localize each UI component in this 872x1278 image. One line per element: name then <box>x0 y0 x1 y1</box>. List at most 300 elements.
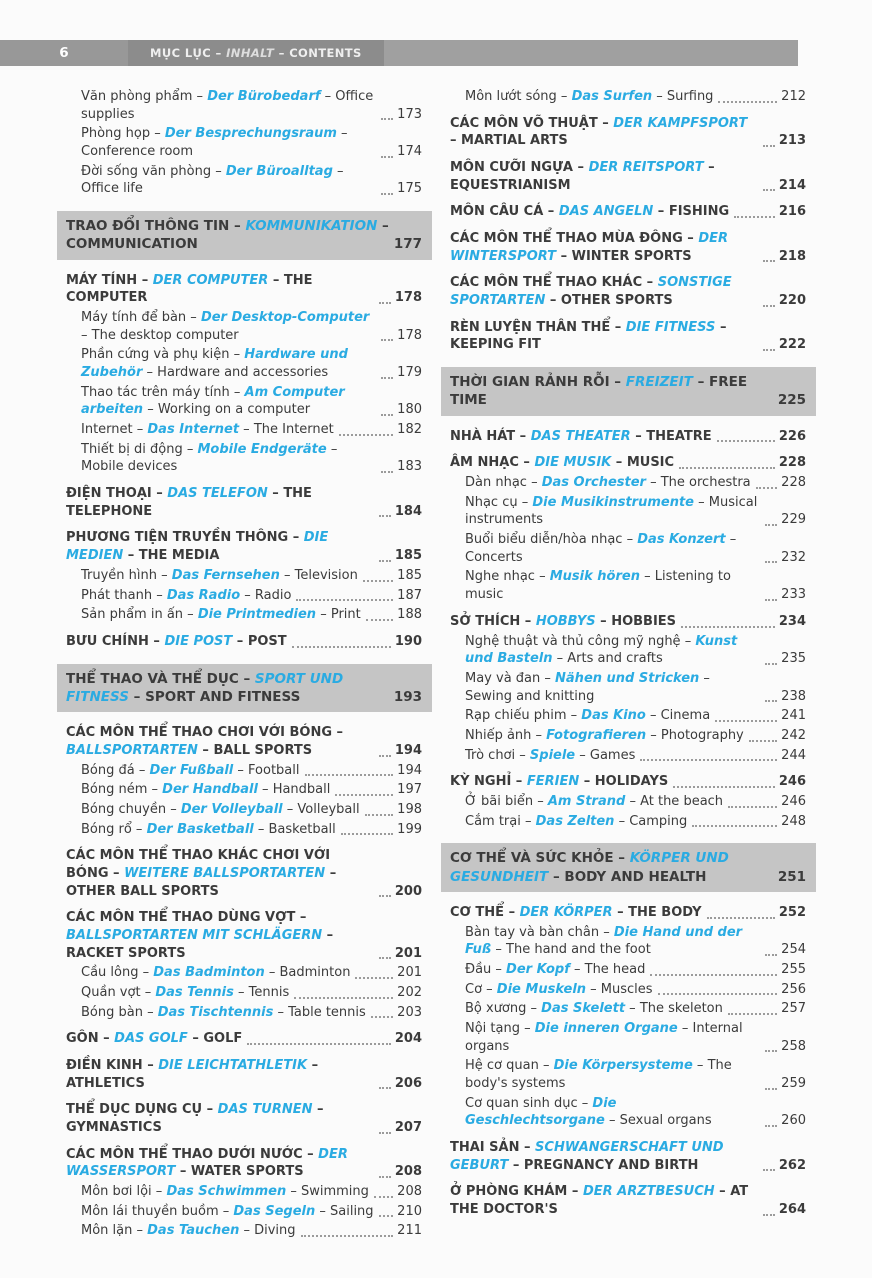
entry-vietnamese: CÁC MÔN THỂ THAO KHÁC CHƠI VỚI BÓNG <box>66 848 331 881</box>
entry-separator: – <box>131 821 147 837</box>
entry-separator: – <box>157 567 172 583</box>
entry-separator: – <box>595 613 612 629</box>
entry-text <box>450 159 758 194</box>
entry-vietnamese: Nội tạng <box>465 1020 520 1036</box>
entry-text <box>81 801 360 819</box>
toc-entry <box>450 230 806 265</box>
entry-separator: – <box>482 981 497 997</box>
entry-vietnamese: GÔN <box>66 1031 99 1047</box>
dotted-leader <box>658 993 778 995</box>
entry-separator: – <box>677 1020 693 1036</box>
entry-separator: – <box>642 275 658 291</box>
entry-text <box>81 587 291 605</box>
dotted-leader <box>681 626 775 628</box>
entry-english: Print <box>330 607 361 623</box>
entry-german: WEITERE BALLSPORTARTEN <box>124 865 326 881</box>
title-vi: MỤC LỤC <box>150 46 212 60</box>
entry-text <box>465 494 760 529</box>
entry-english: Mobile devices <box>81 459 178 475</box>
toc-entry <box>66 125 422 160</box>
entry-vietnamese: Phòng họp <box>81 126 151 142</box>
entry-separator: – <box>186 310 201 326</box>
entry-english: GYMNASTICS <box>66 1120 162 1135</box>
dotted-leader <box>381 118 393 120</box>
entry-separator: – <box>307 1057 319 1073</box>
toc-entry <box>450 1057 806 1092</box>
entry-english: The desktop computer <box>91 327 239 343</box>
entry-vietnamese: Dàn nhạc <box>465 475 527 491</box>
entry-english: SPORT AND FITNESS <box>145 688 301 705</box>
entry-vietnamese: RÈN LUYỆN THÂN THỂ <box>450 319 611 335</box>
toc-entry <box>66 421 422 439</box>
dotted-leader <box>381 339 393 341</box>
dotted-leader <box>763 260 775 262</box>
dotted-leader <box>381 156 393 158</box>
entry-text <box>81 309 376 344</box>
entry-text <box>450 319 758 354</box>
entry-english: GOLF <box>203 1031 243 1047</box>
entry-text <box>450 428 712 446</box>
dotted-leader <box>707 917 775 919</box>
entry-separator: – <box>639 569 655 585</box>
entry-page-number: 180 <box>397 402 422 418</box>
dotted-leader <box>305 774 394 776</box>
entry-text <box>66 1146 374 1181</box>
entry-vietnamese: Môn lặn <box>81 1223 133 1239</box>
entry-english: Musical instruments <box>465 494 758 528</box>
entry-german: Die Geschlechtsorgane <box>465 1095 617 1129</box>
entry-english: COMMUNICATION <box>66 236 198 253</box>
title-separator: – <box>274 46 290 60</box>
entry-vietnamese: CÁC MÔN THỂ THAO KHÁC <box>450 275 643 291</box>
entry-german: SPORT UND FITNESS <box>66 670 344 705</box>
dotted-leader <box>365 814 394 816</box>
toc-section-header <box>441 843 816 892</box>
toc-entry <box>450 670 806 705</box>
entry-english: Swimming <box>300 1184 369 1200</box>
entry-separator: – <box>143 402 158 418</box>
entry-vietnamese: Phần cứng và phụ kiện <box>81 347 230 363</box>
entry-german: Das Tischtennis <box>157 1004 274 1020</box>
entry-text <box>450 1183 758 1218</box>
entry-german: DAS THEATER <box>530 428 631 444</box>
entry-separator: – <box>556 89 572 104</box>
entry-text <box>450 1139 758 1174</box>
entry-page-number: 210 <box>397 1203 422 1219</box>
entry-german: BALLSPORTARTEN <box>66 742 198 758</box>
entry-text <box>66 272 374 307</box>
entry-text <box>465 813 687 831</box>
entry-separator: – <box>229 384 245 400</box>
entry-german: DER KÖRPER <box>519 904 613 920</box>
entry-text <box>81 1183 369 1201</box>
entry-separator: – <box>520 613 536 629</box>
toc-entry <box>450 568 806 603</box>
dotted-leader <box>765 1125 777 1127</box>
page-title <box>128 40 384 66</box>
entry-separator: – <box>645 708 661 724</box>
entry-english: OTHER SPORTS <box>560 293 673 309</box>
entry-english: Handball <box>272 782 331 798</box>
entry-separator: – <box>575 747 590 763</box>
entry-german: DER ARZTBESUCH <box>582 1184 715 1200</box>
entry-page-number: 212 <box>781 89 806 104</box>
entry-page-number: 194 <box>394 742 422 758</box>
entry-separator: – <box>295 910 307 926</box>
entry-separator: – <box>508 1157 524 1173</box>
entry-german: Musik hören <box>549 569 640 585</box>
toc-entry <box>66 587 422 605</box>
entry-text <box>465 670 760 705</box>
entry-separator: – <box>577 1095 593 1111</box>
entry-vietnamese: Bóng đá <box>81 762 135 778</box>
toc-entry <box>66 163 422 198</box>
entry-text <box>465 568 760 603</box>
toc-entry <box>66 964 422 982</box>
entry-german: Das Badminton <box>153 965 265 981</box>
entry-english: Working on a computer <box>157 402 311 418</box>
entry-separator: – <box>715 319 727 335</box>
toc-entry <box>450 1020 806 1055</box>
entry-vietnamese: Nhiếp ảnh <box>465 727 532 743</box>
entry-german: Der Bürobedarf <box>207 89 321 104</box>
entry-separator: – <box>134 762 150 778</box>
entry-german: Die inneren Organe <box>534 1020 678 1036</box>
entry-english: The skeleton <box>639 1001 723 1017</box>
entry-separator: – <box>511 774 527 790</box>
entry-text <box>66 1101 374 1136</box>
entry-vietnamese: Cơ <box>465 981 483 997</box>
entry-english: POST <box>247 633 287 649</box>
page-number: 6 <box>0 40 128 66</box>
entry-separator: – <box>148 633 165 649</box>
entry-page-number: 201 <box>394 945 422 961</box>
toc-entry <box>66 272 422 307</box>
entry-text <box>465 633 760 668</box>
entry-german: Die Hand und der Fuß <box>465 924 743 958</box>
entry-separator: – <box>128 688 146 705</box>
dotted-leader <box>335 794 393 796</box>
entry-page-number: 248 <box>781 813 806 829</box>
entry-page-number: 225 <box>777 392 806 409</box>
entry-text <box>465 727 744 745</box>
entry-german: Das Schwimmen <box>166 1184 287 1200</box>
entry-german: Kunst und Basteln <box>465 633 738 667</box>
entry-separator: – <box>332 163 344 179</box>
entry-vietnamese: THỂ DỤC DỤNG CỤ <box>66 1102 203 1118</box>
entry-german: Das Skelett <box>541 1001 626 1017</box>
toc-entry <box>66 1203 422 1221</box>
entry-text <box>81 384 376 419</box>
entry-page-number: 252 <box>778 904 806 920</box>
entry-german: Die Musikinstrumente <box>532 494 694 510</box>
entry-separator: – <box>377 218 389 235</box>
toc-entry <box>66 909 422 962</box>
dotted-leader <box>765 561 777 563</box>
entry-german: DAS TELEFON <box>167 486 268 502</box>
entry-german: Das Kino <box>581 708 646 724</box>
entry-english: THE BODY <box>628 904 702 920</box>
entry-german: DER WASSERSPORT <box>66 1146 348 1180</box>
entry-separator: – <box>534 569 550 585</box>
dotted-leader <box>381 193 393 195</box>
entry-german: DER KAMPFSPORT <box>613 115 748 131</box>
entry-english: Sailing <box>330 1203 374 1219</box>
entry-text <box>450 115 758 150</box>
entry-separator: – <box>515 747 530 763</box>
entry-page-number: 185 <box>397 567 422 583</box>
entry-page-number: 232 <box>781 549 806 565</box>
entry-separator: – <box>652 89 667 104</box>
entry-vietnamese: Bóng ném <box>81 782 148 798</box>
entry-text <box>66 1057 374 1092</box>
entry-german: Der Basketball <box>146 821 254 837</box>
entry-separator: – <box>566 708 582 724</box>
entry-page-number: 233 <box>781 587 806 603</box>
entry-german: Die Körpersysteme <box>553 1058 693 1074</box>
dotted-leader <box>379 302 391 304</box>
toc-entry <box>66 567 422 585</box>
entry-separator: – <box>152 587 167 603</box>
dotted-leader <box>765 663 777 665</box>
entry-separator: – <box>286 1184 301 1200</box>
entry-separator: – <box>325 865 337 881</box>
entry-separator: – <box>533 793 548 809</box>
entry-german: DIE POST <box>164 633 233 649</box>
dotted-leader <box>296 599 393 601</box>
entry-page-number: 200 <box>394 883 422 899</box>
entry-text <box>66 1030 242 1048</box>
entry-text <box>465 88 713 106</box>
entry-page-number: 188 <box>397 607 422 623</box>
toc-entry <box>66 801 422 819</box>
entry-separator: – <box>579 774 595 790</box>
toc-entry <box>66 847 422 900</box>
entry-separator: – <box>597 115 614 131</box>
dotted-leader <box>381 471 393 473</box>
entry-separator: – <box>312 1102 324 1118</box>
dotted-leader <box>763 145 775 147</box>
entry-separator: – <box>140 984 156 1000</box>
entry-separator: – <box>288 530 304 546</box>
entry-page-number: 242 <box>781 727 806 743</box>
entry-page-number: 258 <box>781 1038 806 1054</box>
entry-separator: – <box>610 319 626 335</box>
entry-page-number: 220 <box>778 293 806 309</box>
entry-english: FREE TIME <box>450 374 748 409</box>
entry-page-number: 264 <box>778 1202 806 1218</box>
entry-separator: – <box>257 782 273 798</box>
entry-vietnamese: Đời sống văn phòng <box>81 163 212 179</box>
entry-vietnamese: Hệ cơ quan <box>465 1058 539 1074</box>
entry-separator: – <box>693 494 709 510</box>
dotted-leader <box>763 1214 775 1216</box>
entry-separator: – <box>229 347 245 363</box>
entry-separator: – <box>108 865 125 881</box>
entry-text <box>66 217 394 254</box>
toc-entry <box>66 485 422 520</box>
toc-entry <box>450 319 806 354</box>
entry-vietnamese: Cơ quan sinh dục <box>465 1095 578 1111</box>
entry-german: Fotografieren <box>546 727 647 743</box>
entry-german: DER WINTERSPORT <box>450 231 729 264</box>
entry-separator: – <box>599 924 614 940</box>
entry-page-number: 218 <box>778 248 806 264</box>
entry-page-number: 182 <box>397 422 422 438</box>
toc-entry <box>66 724 422 759</box>
entry-separator: – <box>233 984 249 1000</box>
dotted-leader <box>301 1235 394 1237</box>
entry-text <box>81 821 336 839</box>
entry-page-number: 244 <box>781 747 806 763</box>
entry-german: Das Konzert <box>637 532 726 548</box>
entry-vietnamese: SỞ THÍCH <box>450 613 521 629</box>
entry-page-number: 254 <box>781 942 806 958</box>
entry-vietnamese: Trò chơi <box>465 747 516 763</box>
entry-text <box>81 781 330 799</box>
entry-vietnamese: Nhạc cụ <box>465 494 518 510</box>
entry-page-number: 246 <box>778 774 806 790</box>
entry-page-number: 251 <box>777 868 806 885</box>
entry-german: Die Printmedien <box>197 607 317 623</box>
dotted-leader <box>379 560 391 562</box>
toc-entry <box>66 984 422 1002</box>
entry-separator: – <box>264 965 280 981</box>
entry-text <box>66 529 374 564</box>
entry-english: THEATRE <box>646 428 712 444</box>
entry-separator: – <box>611 455 627 471</box>
entry-separator: – <box>622 532 638 548</box>
entry-separator: – <box>326 441 338 457</box>
toc-entry <box>66 781 422 799</box>
entry-vietnamese: Môn lướt sóng <box>465 89 557 104</box>
entry-german: Hardware und Zubehör <box>81 347 348 381</box>
entry-english: HOBBIES <box>611 613 677 629</box>
entry-vietnamese: CÁC MÔN THỂ THAO MÙA ĐÔNG <box>450 231 683 247</box>
toc-entry <box>66 1030 422 1048</box>
entry-separator: – <box>142 365 158 381</box>
toc-entry <box>450 793 806 811</box>
entry-german: DIE FITNESS <box>625 319 716 335</box>
entry-separator: – <box>614 813 630 829</box>
entry-german: Die Muskeln <box>496 981 587 997</box>
toc-section-header <box>57 664 432 713</box>
entry-separator: – <box>175 1164 191 1180</box>
entry-page-number: 204 <box>394 1031 422 1047</box>
entry-separator: – <box>526 1001 542 1017</box>
entry-separator: – <box>543 204 559 220</box>
entry-separator: – <box>540 670 556 686</box>
entry-vietnamese: TRAO ĐỔI THÔNG TIN <box>66 218 230 235</box>
entry-page-number: 257 <box>781 1001 806 1017</box>
entry-english: BALL SPORTS <box>213 742 313 758</box>
entry-german: DAS GOLF <box>114 1031 188 1047</box>
entry-german: Das Internet <box>147 422 240 438</box>
entry-english: Badminton <box>279 965 351 981</box>
entry-text <box>465 1020 760 1055</box>
entry-separator: – <box>132 422 148 438</box>
entry-separator: – <box>229 218 246 235</box>
entry-vietnamese: Ở bãi biển <box>465 793 534 809</box>
dotted-leader <box>371 1016 393 1018</box>
entry-german: DAS TURNEN <box>217 1102 313 1118</box>
entry-separator: – <box>526 475 542 491</box>
dotted-leader <box>363 580 393 582</box>
entry-text <box>465 924 760 959</box>
entry-page-number: 202 <box>397 984 422 1000</box>
entry-text <box>81 346 376 381</box>
entry-page-number: 256 <box>781 981 806 997</box>
entry-page-number: 199 <box>397 821 422 837</box>
entry-text <box>465 1000 723 1018</box>
entry-english: Listening to music <box>465 569 731 603</box>
entry-separator: – <box>646 727 661 743</box>
entry-page-number: 235 <box>781 651 806 667</box>
entry-page-number: 262 <box>778 1157 806 1173</box>
entry-page-number: 238 <box>781 688 806 704</box>
dotted-leader <box>650 974 777 976</box>
entry-german: DIE MUSIK <box>534 455 612 471</box>
entry-german: Der Volleyball <box>180 801 283 817</box>
entry-vietnamese: Rạp chiếu phim <box>465 708 567 724</box>
entry-page-number: 260 <box>781 1113 806 1129</box>
entry-separator: – <box>630 428 647 444</box>
entry-page-number: 194 <box>397 762 422 778</box>
entry-page-number: 201 <box>397 965 422 981</box>
entry-page-number: 178 <box>397 327 422 343</box>
entry-english: ATHLETICS <box>66 1075 145 1091</box>
entry-separator: – <box>151 486 168 502</box>
entry-page-number: 208 <box>394 1164 422 1180</box>
entry-page-number: 178 <box>394 290 422 306</box>
entry-english: FISHING <box>668 204 730 220</box>
entry-german: HOBBYS <box>535 613 596 629</box>
entry-vietnamese: Bóng chuyền <box>81 801 167 817</box>
entry-english: Sexual organs <box>619 1113 712 1129</box>
entry-vietnamese: Nghệ thuật và thủ công mỹ nghệ <box>465 633 681 649</box>
entry-page-number: 207 <box>394 1120 422 1135</box>
entry-text <box>450 904 702 922</box>
toc-entry <box>450 924 806 959</box>
entry-page-number: 183 <box>397 459 422 475</box>
toc-entry <box>66 606 422 624</box>
entry-english: Tennis <box>248 984 290 1000</box>
entry-separator: – <box>132 1223 148 1239</box>
dotted-leader <box>692 825 777 827</box>
entry-separator: – <box>612 904 629 920</box>
entry-text <box>465 474 751 492</box>
toc-entry <box>66 1101 422 1136</box>
entry-separator: – <box>279 567 295 583</box>
toc-entry <box>450 904 806 922</box>
entry-german: Das Zelten <box>535 813 615 829</box>
entry-german: Der Fußball <box>149 762 234 778</box>
entry-page-number: 216 <box>778 204 806 220</box>
entry-page-number: 228 <box>778 455 806 471</box>
dotted-leader <box>292 646 391 648</box>
entry-page-number: 198 <box>397 801 422 817</box>
entry-vietnamese: PHƯƠNG TIỆN TRUYỀN THÔNG <box>66 530 289 546</box>
entry-separator: – <box>531 727 547 743</box>
dotted-leader <box>379 1132 391 1134</box>
entry-text <box>465 981 653 999</box>
entry-separator: – <box>302 1146 319 1162</box>
entry-english: THE TELEPHONE <box>66 486 312 519</box>
entry-vietnamese: ĐIỀN KINH <box>66 1057 143 1073</box>
entry-text <box>66 847 374 900</box>
toc-entry <box>66 633 422 651</box>
entry-separator: – <box>519 1020 535 1036</box>
